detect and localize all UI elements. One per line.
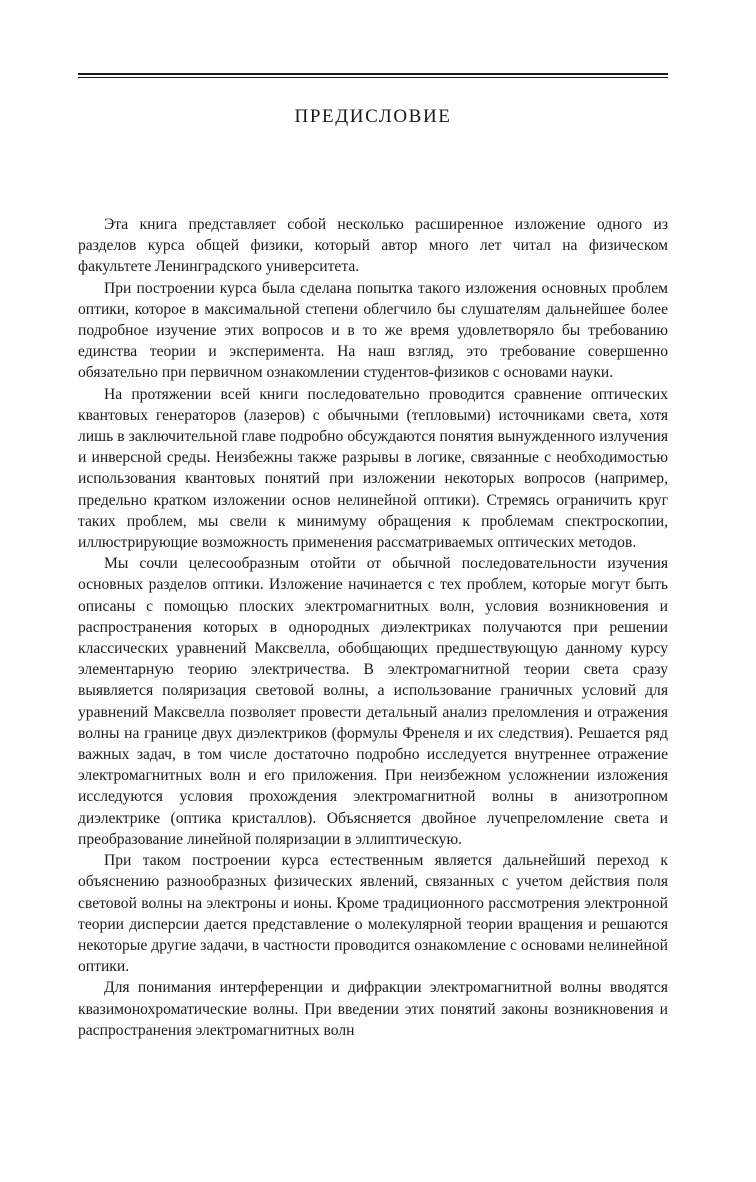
page-title: ПРЕДИСЛОВИЕ <box>294 106 452 127</box>
paragraph: Мы сочли целесообразным отойти от обычной последовательности изучения основных разделов оптики. Изложение начинается с тех проблем, которые могут быть описаны с помощью плоских электромагнитных волн, условия возникновения и распространения которых в однородных диэлектриках получаются при решении классических уравнений Максвелла, обобщающих предшествующую данному курсу элементарную теорию электричества. В электромагнитной теории света сразу выявляется поляризация световой волны, а использование граничных условий для уравнений Максвелла позволяет провести детальный анализ преломления и отражения волны на границе двух диэлектриков (формулы Френеля и их следствия). Решается ряд важных задач, в том числе достаточно подробно исследуется внутреннее отражение электромагнитных волн и его приложения. При неизбежном усложнении изложения исследуются условия прохождения электромагнитной волны в анизотропном диэлектрике (оптика кристаллов). Объясняется двойное лучепреломление света и преобразование линейной поляризации в эллиптическую. <box>78 555 668 848</box>
paragraph: На протяжении всей книги последовательно проводится сравнение оптических квантовых генераторов (лазеров) с обычными (тепловыми) источниками света, хотя лишь в заключительной главе подробно обсуждаются понятия вынужденного излучения и инверсной среды. Неизбежны также разрывы в логике, связанные с необходимостью использования квантовых понятий при изложении некоторых вопросов (например, предельно кратком изложении основ нелинейной оптики). Стремясь ограничить круг таких проблем, мы свели к минимуму обращения к проблемам спектроскопии, иллюстрирующие возможность применения рассматриваемых оптических методов. <box>78 385 668 552</box>
paragraph: Эта книга представляет собой несколько расширенное изложение одного из разделов курса общей физики, который автор много лет читал на физическом факультете Ленинградского университета. <box>78 216 668 276</box>
paragraph: При таком построении курса естественным является дальнейший переход к объяснению разнообразных физических явлений, связанных с учетом действия поля световой волны на электроны и ионы. Кроме традиционного рассмотрения электронной теории дисперсии дается представление о молекулярной теории вращения и решаются некоторые другие задачи, в частности проводится ознакомление с основами нелинейной оптики. <box>78 852 668 976</box>
paragraph: При построении курса была сделана попытка такого изложения основных проблем оптики, которое в максимальной степени облегчило бы слушателям дальнейшее более подробное изучение этих вопросов и в то же время удовлетворяло бы требованию единства теории и эксперимента. На наш взгляд, это требование совершенно обязательно при первичном ознакомлении студентов-физиков с основами науки. <box>78 279 668 382</box>
paragraph: Для понимания интерференции и дифракции электромагнитной волны вводятся квазимонохроматические волны. При введении этих понятий законы возникновения и распространения электромагнитных волн <box>78 979 668 1039</box>
body-text <box>78 214 668 1041</box>
header-rule <box>78 73 668 78</box>
